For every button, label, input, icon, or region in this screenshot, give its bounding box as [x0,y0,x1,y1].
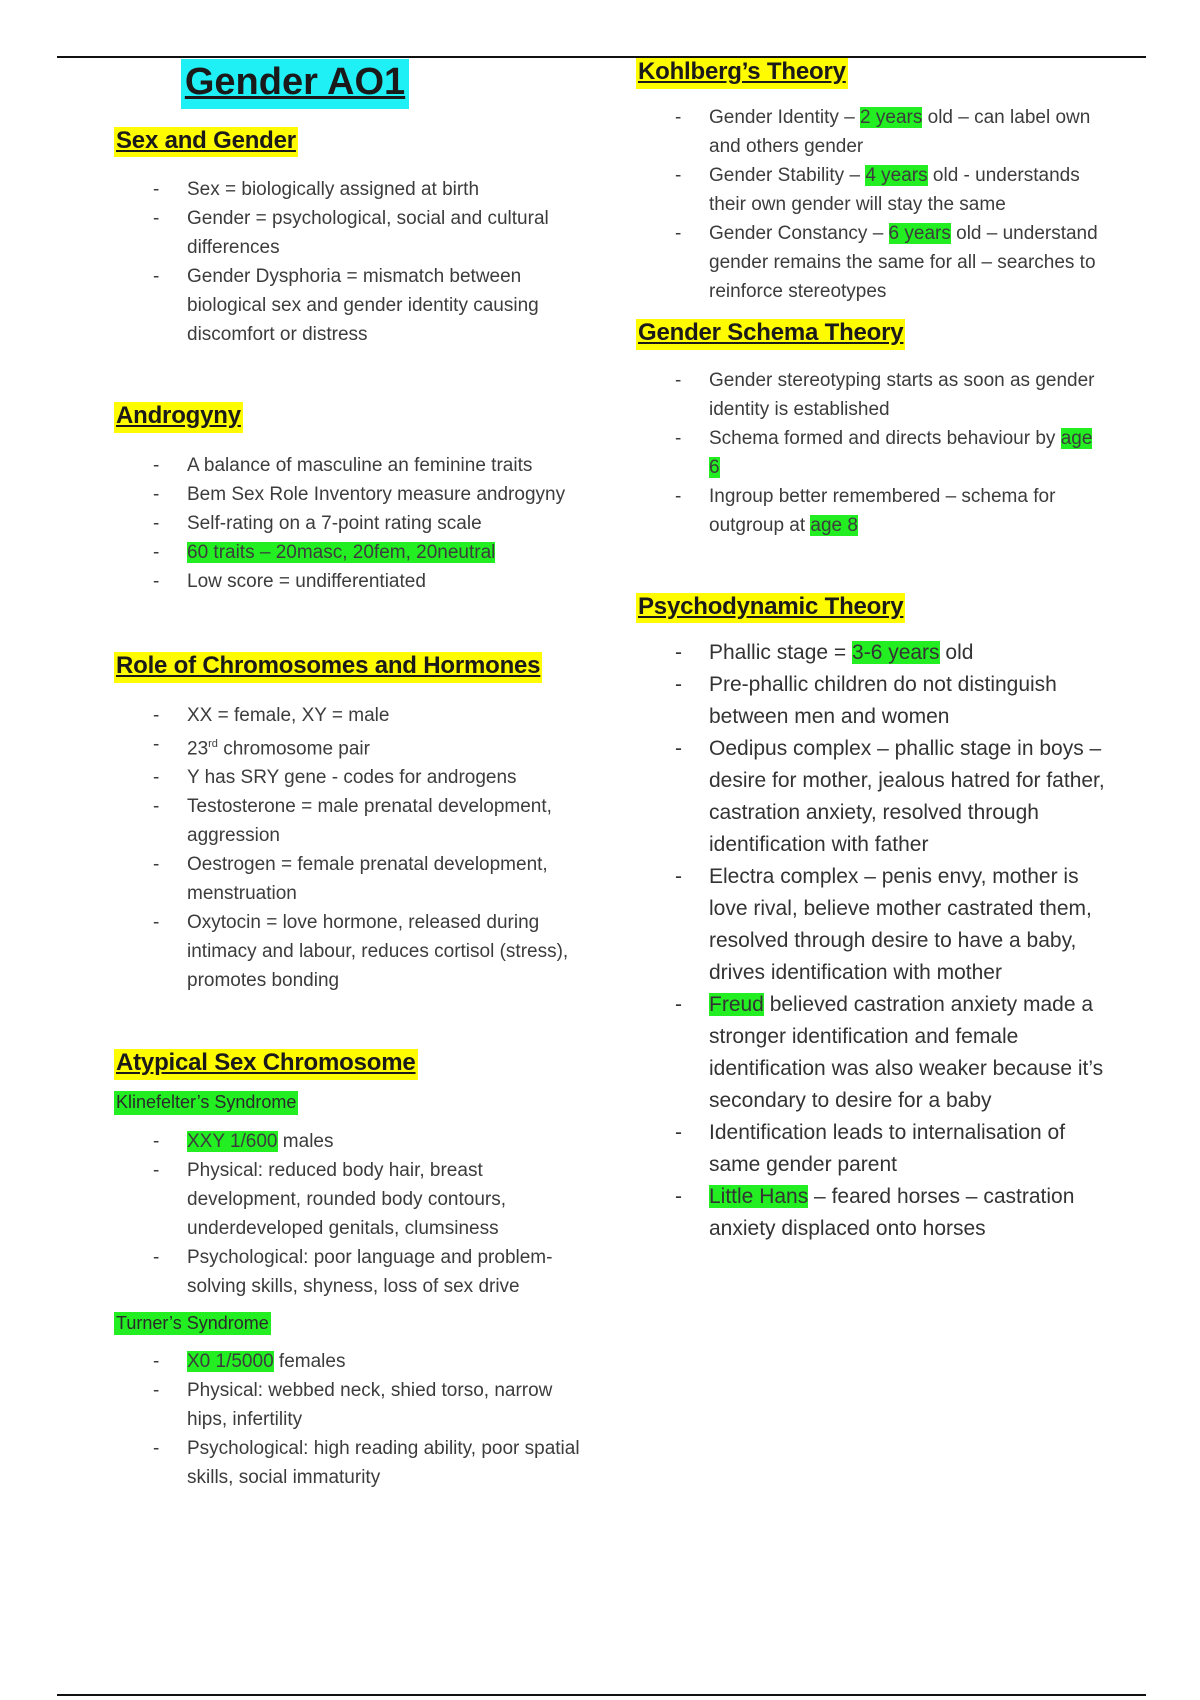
highlight: Freud [709,993,764,1017]
list-item: - Schema formed and directs behaviour by age 6 [636,424,1106,482]
heading-atypical-sex-chromosome: Atypical Sex Chromosome [114,1049,418,1080]
highlight: 6 years [888,222,951,244]
list-item: - Low score = undifferentiated [114,567,584,596]
heading-sex-and-gender: Sex and Gender [114,127,298,158]
highlight: 2 years [860,106,923,128]
list-item: - Identification leads to internalisation of same gender parent [636,1117,1106,1181]
list-item: - Self-rating on a 7-point rating scale [114,509,584,538]
list-item: - Psychological: high reading ability, poor spatial skills, social immaturity [114,1434,584,1492]
list-item: - X0 1/5000 females [114,1347,584,1376]
heading-gender-schema: Gender Schema Theory [636,319,905,350]
heading-kohlberg: Kohlberg’s Theory [636,58,848,89]
highlight: Little Hans [709,1185,809,1209]
heading-chromosomes-hormones: Role of Chromosomes and Hormones [114,652,542,683]
left-column [114,56,584,1492]
turner-list [114,1347,584,1492]
list-item: - XXY 1/600 males [114,1127,584,1156]
klinefelter-list [114,1127,584,1301]
list-item: - Freud believed castration anxiety made a stronger identification and female identification was also weaker because it’s secondary to desire for a baby [636,989,1106,1117]
list-item: - Little Hans – feared horses – castration anxiety displaced onto horses [636,1181,1106,1245]
subheading-klinefelter: Klinefelter’s Syndrome [114,1091,298,1114]
highlight: XXY 1/600 [187,1130,278,1152]
list-item: - Bem Sex Role Inventory measure androgyny [114,480,584,509]
highlight: X0 1/5000 [187,1350,274,1372]
list-item: - A balance of masculine an feminine traits [114,451,584,480]
highlight: 60 traits – 20masc, 20fem, 20neutral [187,542,496,564]
list-item: - Gender Dysphoria = mismatch between biological sex and gender identity causing discomfort or distress [114,262,584,349]
chromosomes-list [114,701,584,995]
list-item: - Electra complex – penis envy, mother is love rival, believe mother castrated them, resolved through desire to have a baby, drives identification with mother [636,861,1106,989]
psychodynamic-list [636,637,1106,1245]
document-title: Gender AO1 [181,59,409,109]
bottom-rule [57,1694,1146,1696]
list-item: - Gender Identity – 2 years old – can label own and others gender [636,103,1106,161]
list-item: - Gender Constancy – 6 years old – understand gender remains the same for all – searches to reinforce stereotypes [636,219,1106,306]
heading-psychodynamic: Psychodynamic Theory [636,593,905,624]
list-item: - Physical: webbed neck, shied torso, narrow hips, infertility [114,1376,584,1434]
list-item: - Testosterone = male prenatal development, aggression [114,792,584,850]
list-item: - Gender stereotyping starts as soon as gender identity is established [636,366,1106,424]
heading-androgyny: Androgyny [114,402,243,433]
highlight: age 8 [810,514,858,536]
list-item: - Y has SRY gene - codes for androgens [114,763,584,792]
highlight: 3-6 years [852,641,940,665]
list-item: - Physical: reduced body hair, breast development, rounded body contours, underdeveloped genitals, clumsiness [114,1156,584,1243]
list-item: - Oestrogen = female prenatal development, menstruation [114,850,584,908]
subheading-turner: Turner’s Syndrome [114,1312,271,1335]
androgyny-list [114,451,584,596]
list-item: - Sex = biologically assigned at birth [114,175,584,204]
highlight: age 6 [709,427,1093,478]
list-item: - Psychological: poor language and problem-solving skills, shyness, loss of sex drive [114,1243,584,1301]
list-item: - 23rd chromosome pair [114,730,584,763]
schema-list [636,366,1106,540]
list-item: - Gender = psychological, social and cultural differences [114,204,584,262]
list-item: - Gender Stability – 4 years old - understands their own gender will stay the same [636,161,1106,219]
sex-gender-list [114,175,584,349]
list-item [114,538,584,567]
highlight: 4 years [865,164,928,186]
list-item: - Pre-phallic children do not distinguish between men and women [636,669,1106,733]
list-item: - Phallic stage = 3-6 years old [636,637,1106,669]
list-item: - Oxytocin = love hormone, released during intimacy and labour, reduces cortisol (stress), promotes bonding [114,908,584,995]
right-column [636,56,1106,1245]
list-item: - Ingroup better remembered – schema for outgroup at age 8 [636,482,1106,540]
kohlberg-list [636,103,1106,306]
list-item: - Oedipus complex – phallic stage in boys – desire for mother, jealous hatred for father, castration anxiety, resolved through identification with father [636,733,1106,861]
list-item: - XX = female, XY = male [114,701,584,730]
